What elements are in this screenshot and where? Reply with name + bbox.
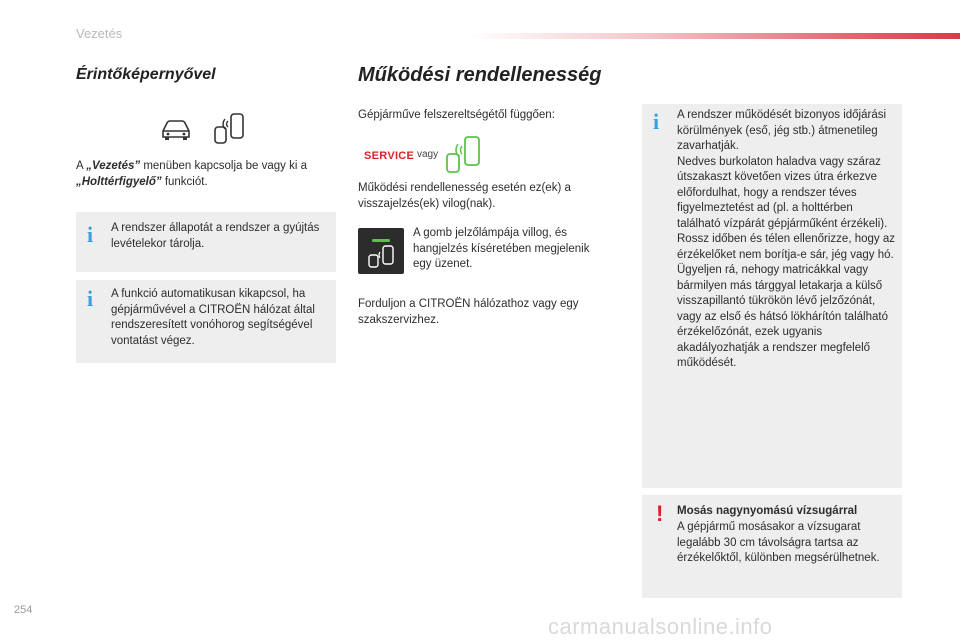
- warning-box-washing: [642, 495, 902, 598]
- malfunction-heading: Működési rendellenesség: [358, 64, 602, 86]
- header-divider: [470, 33, 960, 39]
- blind-spot-icon: [212, 111, 248, 150]
- warning-text: A gépjármű mosásakor a vízsugarat legalább 30 cm távolságra tartsa az érzékelőktől, különben megsérülhetnek.: [677, 521, 880, 564]
- info-icon: i: [87, 286, 94, 311]
- warning-title: Mosás nagynyomású vízsugárral: [677, 505, 858, 517]
- car-icon: [160, 118, 192, 147]
- blind-spot-button-icon: [358, 228, 404, 274]
- touchscreen-heading: Érintőképernyővel: [76, 66, 216, 83]
- info-box-weather: [642, 104, 902, 488]
- service-warning-icon: SERVICE: [364, 150, 415, 162]
- info-box-memory: [76, 212, 336, 272]
- info-text-memory: A rendszer állapotát a rendszer a gyújtás levételekor tárolja.: [111, 222, 320, 250]
- warning-icon: !: [656, 501, 664, 526]
- or-label: vagy: [417, 149, 439, 160]
- watermark: carmanualsonline.info: [548, 614, 773, 639]
- blind-spot-indicator-green-icon: [443, 134, 485, 179]
- touchscreen-instruction: A „Vezetés” menüben kapcsolja be vagy ki a „Holttérfigyelő” funkciót.: [76, 160, 307, 188]
- info-text-towing: A funkció automatikusan kikapcsol, ha gépjárművével a CITROËN hálózat által rendszeresített vonóhorog segítségével vontatást végez.: [111, 288, 315, 347]
- section-title: Vezetés: [76, 26, 123, 41]
- button-flash-text: A gomb jelzőlámpája villog, és hangjelzés kíséretében megjelenik egy üzenet.: [413, 227, 590, 270]
- equipment-intro: Gépjárműve felszereltségétől függően:: [358, 109, 555, 121]
- fault-indicator-text: Működési rendellenesség esetén ez(ek) a visszajelzés(ek) vilog(nak).: [358, 182, 571, 210]
- info-box-towing: [76, 280, 336, 363]
- contact-network-text: Forduljon a CITROËN hálózathoz vagy egy szakszervizhez.: [358, 298, 579, 326]
- info-icon: i: [87, 222, 94, 247]
- info-icon: i: [653, 109, 660, 134]
- page-number: 254: [14, 604, 33, 616]
- info-text-weather: A rendszer működését bizonyos időjárási körülmények (eső, jég stb.) átmenetileg zavarhatják. Nedves burkolaton haladva vagy száraz útszakaszt követően vizes útra érkezve előfordulhat, hogy a rendszer téves figyelmeztetést ad (pl. a holttérben található vízpárát gépjárműként érzékeli). Rossz időben és télen ellenőrizze, hogy az érzékelőket nem borítja-e sár, jég vagy hó. Ügyeljen rá, nehogy matricákkal vagy bármilyen más tárggyal letakarja a külső visszapillantó tükrökön lévő jelzőzónát, vagy az első és hátsó lökhárítón található érzékelőzónát, ezek ugyanis akadályozhatják a rendszer megfelelő működését.: [677, 109, 895, 369]
